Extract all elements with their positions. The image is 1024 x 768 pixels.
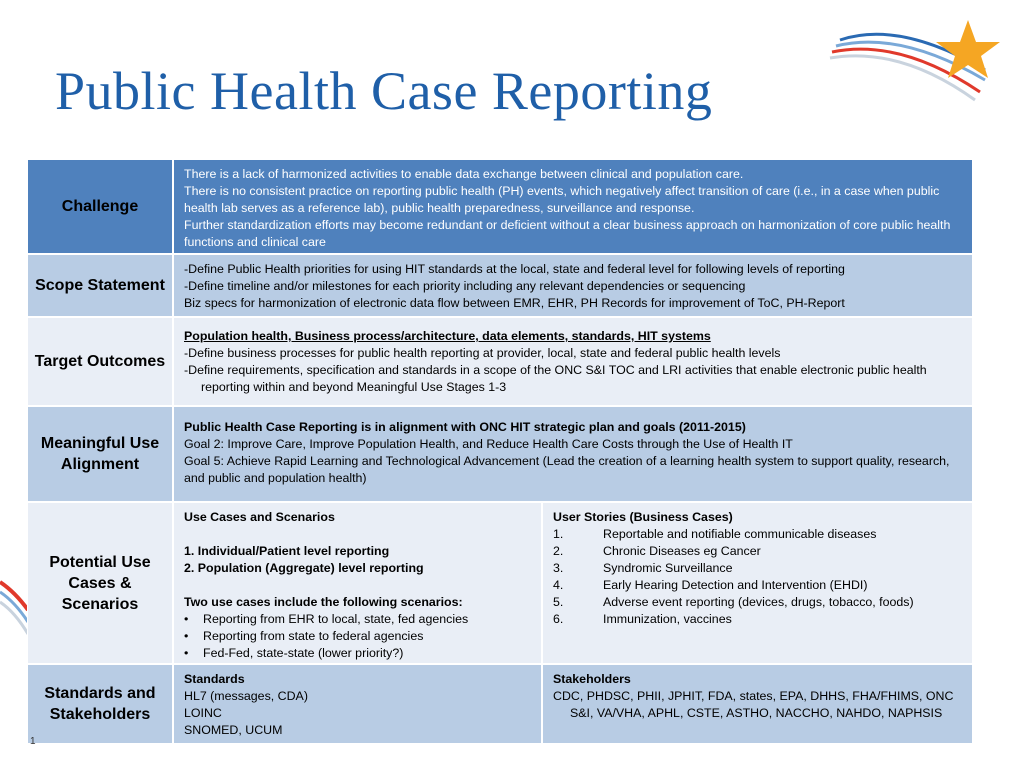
challenge-label: Challenge	[27, 159, 173, 254]
scope-label: Scope Statement	[27, 254, 173, 317]
standards-line-2: LOINC	[184, 706, 222, 720]
user-story-item: 3. Syndromic Surveillance	[553, 561, 733, 575]
user-story-item: 6. Immunization, vaccines	[553, 612, 732, 626]
challenge-line-2: There is no consistent practice on reporting public health (PH) events, which negatively affect transition of care (i.e., in a case when public health lab serves as a reference lab), public health preparedness, surveillance and response.	[184, 184, 940, 215]
stakeholders-heading: Stakeholders	[553, 672, 631, 686]
use-cases-left	[173, 502, 542, 664]
standards-content	[173, 664, 542, 744]
scope-content	[173, 254, 973, 317]
page-title: Public Health Case Reporting	[55, 61, 713, 121]
mu-line-2: Goal 5: Achieve Rapid Learning and Technological Advancement (Lead the creation of a learning health system to support quality, research, and public and population health)	[184, 454, 950, 485]
target-line-1: -Define business processes for public health reporting at provider, local, state and federal public health levels	[184, 346, 781, 360]
user-story-item: 5. Adverse event reporting (devices, drugs, tobacco, foods)	[553, 595, 914, 609]
target-heading: Population health, Business process/architecture, data elements, standards, HIT systems	[184, 329, 711, 343]
target-content	[173, 317, 973, 406]
scope-line-1: -Define Public Health priorities for using HIT standards at the local, state and federal level for following levels of reporting	[184, 262, 845, 276]
mu-heading: Public Health Case Reporting is in alignment with ONC HIT strategic plan and goals (2011-2015)	[184, 420, 746, 434]
user-story-item: 2. Chronic Diseases eg Cancer	[553, 544, 761, 558]
stakeholders-content	[542, 664, 973, 744]
left-swoosh-decoration	[0, 570, 30, 660]
scope-line-3: Biz specs for harmonization of electronic data flow between EMR, EHR, PH Records for improvement of ToC, PH-Report	[184, 296, 845, 310]
user-story-item: 4. Early Hearing Detection and Intervention (EHDI)	[553, 578, 868, 592]
user-stories	[542, 502, 973, 664]
slide-number: 1	[30, 736, 36, 747]
standards-label: Standards and Stakeholders	[27, 664, 173, 744]
stakeholders-text: CDC, PHDSC, PHII, JPHIT, FDA, states, EPA, DHHS, FHA/FHIMS, ONC S&I, VA/VHA, APHL, CSTE, ASTHO, NACCHO, NAHDO, NAPHSIS	[553, 689, 954, 720]
user-stories-heading: User Stories (Business Cases)	[553, 510, 733, 524]
mu-line-1: Goal 2: Improve Care, Improve Population Health, and Reduce Health Care Costs through the Use of Health IT	[184, 437, 793, 451]
use-cases-heading: Use Cases and Scenarios	[184, 510, 335, 524]
user-story-item: 1. Reportable and notifiable communicable diseases	[553, 527, 877, 541]
standards-line-3: SNOMED, UCUM	[184, 723, 283, 737]
scenario-item: • Fed-Fed, state-state (lower priority?)	[184, 646, 404, 660]
scope-line-2: -Define timeline and/or milestones for each priority including any relevant dependencies or sequencing	[184, 279, 746, 293]
target-line-2: -Define requirements, specification and standards in a scope of the ONC S&I TOC and LRI activities that enable electronic public health reporting within and beyond Meaningful Use Stages 1-3	[184, 363, 927, 394]
challenge-line-1: There is a lack of harmonized activities to enable data exchange between clinical and population care.	[184, 167, 744, 181]
scenario-item: • Reporting from state to federal agencies	[184, 629, 424, 643]
challenge-content	[173, 159, 973, 254]
target-label: Target Outcomes	[27, 317, 173, 406]
mu-content	[173, 406, 973, 502]
use-case-2: 2. Population (Aggregate) level reporting	[184, 561, 424, 575]
scenario-item: • Reporting from EHR to local, state, fed agencies	[184, 612, 469, 626]
standards-line-1: HL7 (messages, CDA)	[184, 689, 308, 703]
case-reporting-table	[27, 159, 973, 744]
use-case-1: 1. Individual/Patient level reporting	[184, 544, 390, 558]
mu-label: Meaningful Use Alignment	[27, 406, 173, 502]
scenarios-heading: Two use cases include the following scenarios:	[184, 595, 463, 609]
use-cases-label: Potential Use Cases & Scenarios	[27, 502, 173, 664]
challenge-line-3: Further standardization efforts may become redundant or deficient without a clear business approach on harmonization of core public health functions and clinical care	[184, 218, 951, 249]
standards-heading: Standards	[184, 672, 245, 686]
